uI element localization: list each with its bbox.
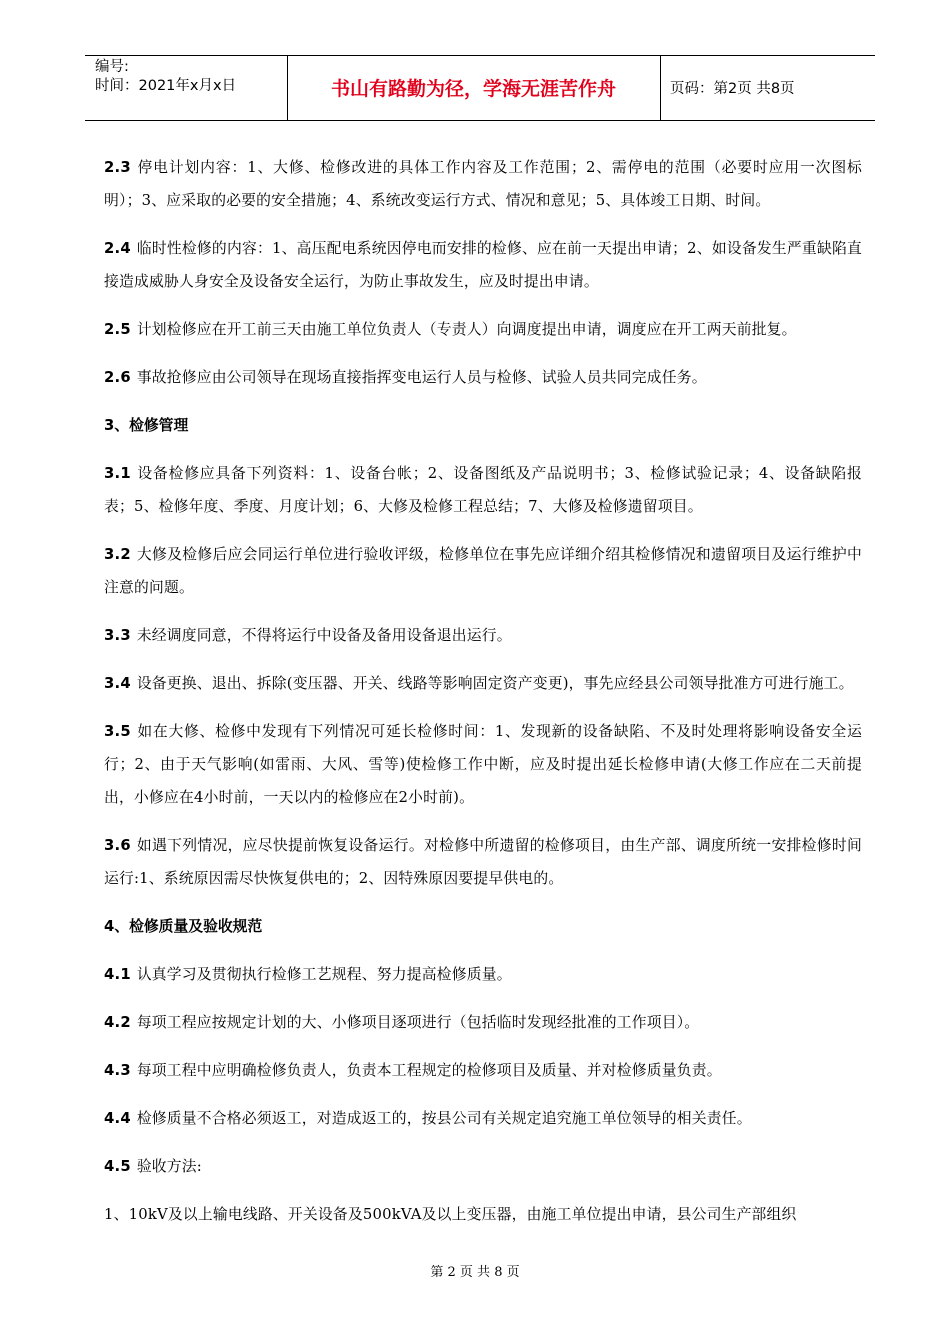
paragraph-text: 检修质量不合格必须返工，对造成返工的，按县公司有关规定追究施工单位领导的相关责任。: [136, 1110, 752, 1127]
paragraph-4-2: [104, 1006, 862, 1039]
paragraph-number: 4.1: [104, 966, 131, 983]
paragraph-number: 3.3: [104, 627, 131, 644]
paragraph-2-6: [104, 361, 862, 394]
page-footer: 第 2 页 共 8 页: [430, 1265, 520, 1280]
paragraph-text: 大修及检修后应会同运行单位进行验收评级，检修单位在事先应详细介绍其检修情况和遗留项目及运行维护中注意的问题。: [104, 546, 862, 596]
paragraph-4-4: [104, 1102, 862, 1135]
paragraph-2-5: [104, 313, 862, 346]
header-motto: 书山有路勤为径，学海无涯苦作舟: [330, 78, 616, 100]
paragraph-text: 停电计划内容：1、大修、检修改进的具体工作内容及工作范围；2、需停电的范围（必要时应用一次图标明）；3、应采取的必要的安全措施；4、系统改变运行方式、情况和意见；5、具体竣工日期、时间。: [104, 159, 862, 209]
paragraph-number: 2.6: [104, 369, 131, 386]
paragraph-text: 设备检修应具备下列资料：1、设备台帐；2、设备图纸及产品说明书；3、检修试验记录；4、设备缺陷报表；5、检修年度、季度、月度计划；6、大修及检修工程总结；7、大修及检修遗留项目。: [104, 465, 862, 515]
section-heading-4: 4、检修质量及验收规范: [104, 918, 263, 935]
paragraph-number: 4.5: [104, 1158, 131, 1175]
header-motto-cell: [287, 56, 661, 120]
paragraph-3-1: [104, 457, 862, 523]
header-left-cell: [85, 56, 288, 120]
paragraph-number: 3.2: [104, 546, 131, 563]
header-page-cell: [660, 56, 875, 120]
paragraph-3-3: [104, 619, 862, 652]
header-page-number: 页码：第2页 共8页: [670, 81, 795, 97]
paragraph-3-2: [104, 538, 862, 604]
paragraph-4-3: [104, 1054, 862, 1087]
section-heading-3: 3、检修管理: [104, 417, 189, 434]
document-code-label: 编号:: [95, 59, 129, 75]
paragraph-4-5: [104, 1150, 862, 1183]
paragraph-number: 2.5: [104, 321, 131, 338]
paragraph-number: 4.4: [104, 1110, 131, 1127]
paragraph-number: 4.2: [104, 1014, 131, 1031]
paragraph-text: 每项工程中应明确检修负责人，负责本工程规定的检修项目及质量、并对检修质量负责。: [136, 1062, 722, 1079]
paragraph-number: 3.1: [104, 465, 131, 482]
paragraph-3-5: [104, 715, 862, 814]
paragraph-3-6: [104, 829, 862, 895]
paragraph-number: 2.3: [104, 159, 131, 176]
page-header: [85, 55, 875, 121]
paragraph-4-1: [104, 958, 862, 991]
paragraph-2-4: [104, 232, 862, 298]
paragraph-text: 验收方法:: [136, 1158, 202, 1175]
paragraph-text: 设备更换、退出、拆除(变压器、开关、线路等影响固定资产变更)，事先应经县公司领导批准方可进行施工。: [136, 675, 854, 692]
paragraph-text: 如遇下列情况，应尽快提前恢复设备运行。对检修中所遗留的检修项目，由生产部、调度所统一安排检修时间运行:1、系统原因需尽快恢复供电的；2、因特殊原因要提早供电的。: [104, 837, 862, 887]
paragraph-text: 未经调度同意，不得将运行中设备及备用设备退出运行。: [136, 627, 512, 644]
paragraph-number: 3.5: [104, 723, 131, 740]
paragraph-text: 如在大修、检修中发现有下列情况可延长检修时间：1、发现新的设备缺陷、不及时处理将影响设备安全运行；2、由于天气影响(如雷雨、大风、雪等)使检修工作中断，应及时提出延长检修申请(大修工作应在二天前提出，小修应在4小时前，一天以内的检修应在2小时前)。: [104, 723, 862, 806]
paragraph-text: 临时性检修的内容：1、高压配电系统因停电而安排的检修、应在前一天提出申请；2、如设备发生严重缺陷直接造成威胁人身安全及设备安全运行，为防止事故发生，应及时提出申请。: [104, 240, 862, 290]
paragraph-number: 2.4: [104, 240, 131, 257]
paragraph-2-3: [104, 151, 862, 217]
paragraph-text: 每项工程应按规定计划的大、小修项目逐项进行（包括临时发现经批准的工作项目）。: [136, 1014, 700, 1031]
paragraph-number: 3.4: [104, 675, 131, 692]
document-body: [104, 151, 862, 1246]
paragraph-3-4: [104, 667, 862, 700]
paragraph-text: 计划检修应在开工前三天由施工单位负责人（专责人）向调度提出申请，调度应在开工两天前批复。: [136, 321, 797, 338]
document-time-label: 时间：2021年x月x日: [95, 78, 237, 94]
paragraph-last-line: 1、10kV及以上输电线路、开关设备及500kVA及以上变压器，由施工单位提出申请，县公司生产部组织: [104, 1206, 797, 1223]
paragraph-number: 3.6: [104, 837, 131, 854]
paragraph-number: 4.3: [104, 1062, 131, 1079]
paragraph-text: 事故抢修应由公司领导在现场直接指挥变电运行人员与检修、试验人员共同完成任务。: [136, 369, 707, 386]
paragraph-text: 认真学习及贯彻执行检修工艺规程、努力提高检修质量。: [136, 966, 512, 983]
